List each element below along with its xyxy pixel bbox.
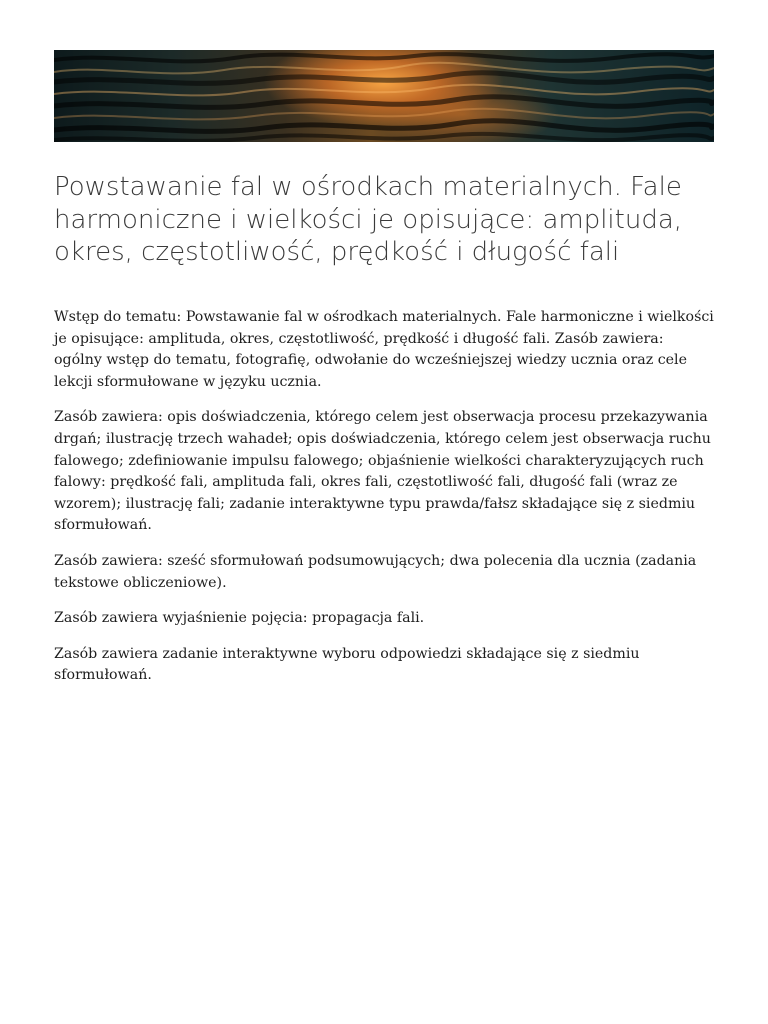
- paragraph-propagation: Zasób zawiera wyjaśnienie pojęcia: propagacja fali.: [54, 610, 425, 627]
- water-ripples-decoration: [54, 50, 714, 142]
- paragraph-experiments: Zasób zawiera: opis doświadczenia, którego celem jest obserwacja procesu przekazywania drgań; ilustrację trzech wahadeł; opis doświadczenia, którego celem jest obserwacja ruchu falowego; zdefiniowanie impulsu falowego; objaśnienie wielkości charakteryzujących ruch falowy: prędkość fali, amplituda fali, okres fali, częstotliwość fali, długość fali (wraz ze wzorem); ilustrację fali; zadanie interaktywne typu prawda/fałsz składające się z siedmiu sformułowań.: [54, 409, 711, 534]
- resource-description: [54, 307, 714, 701]
- page-title: Powstawanie fal w ośrodkach materialnych. Fale harmoniczne i wielkości je opisujące: amplituda, okres, częstotliwość, prędkość i długość fali: [54, 172, 683, 267]
- paragraph-intro: Wstęp do tematu: Powstawanie fal w ośrodkach materialnych. Fale harmoniczne i wielkości je opisujące: amplituda, okres, częstotliwość, prędkość i długość fali. Zasób zawiera: ogólny wstęp do tematu, fotografię, odwołanie do wcześniejszej wiedzy ucznia oraz cele lekcji sformułowane w języku ucznia.: [54, 309, 714, 390]
- header-photo-water-waves: [54, 50, 714, 142]
- paragraph-summary: Zasób zawiera: sześć sformułowań podsumowujących; dwa polecenia dla ucznia (zadania tekstowe obliczeniowe).: [54, 552, 697, 591]
- paragraph-quiz: Zasób zawiera zadanie interaktywne wyboru odpowiedzi składające się z siedmiu sformułowań.: [54, 645, 640, 684]
